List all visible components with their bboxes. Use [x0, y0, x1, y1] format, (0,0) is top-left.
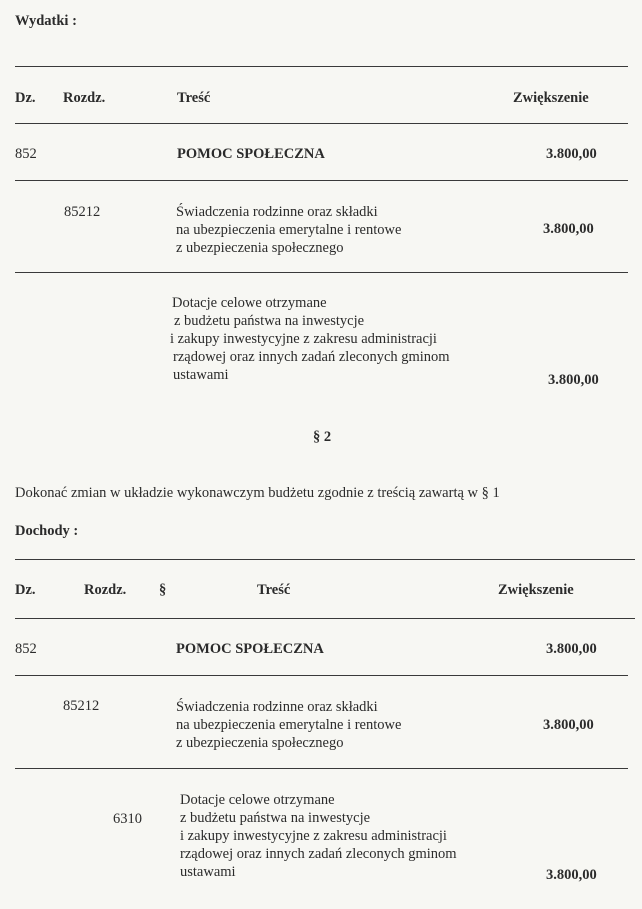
income-table-top-rule — [15, 559, 635, 560]
description-line: i zakupy inwestycyjne z zakresu administracji — [170, 331, 437, 347]
expenses-rozdzial-rule — [15, 272, 628, 273]
description-line: i zakupy inwestycyjne z zakresu administracji — [180, 828, 447, 844]
expenses-header-dz: Dz. — [15, 90, 36, 106]
expenses-heading: Wydatki : — [15, 13, 77, 29]
income-rozdzial-number: 85212 — [63, 698, 100, 714]
expenses-detail-amount: 3.800,00 — [548, 372, 599, 388]
expenses-dzial-amount: 3.800,00 — [546, 146, 597, 162]
expenses-dzial-number: 852 — [15, 146, 37, 162]
description-line: ustawami — [180, 864, 236, 880]
description-line: na ubezpieczenia emerytalne i rentowe — [176, 222, 402, 238]
expenses-dzial-title: POMOC SPOŁECZNA — [177, 146, 325, 162]
description-line: Świadczenia rodzinne oraz składki — [176, 204, 378, 220]
income-dzial-rule — [15, 675, 628, 676]
expenses-rozdzial-description — [176, 203, 401, 257]
expenses-header-rozdz: Rozdz. — [63, 90, 106, 106]
income-header-dz: Dz. — [15, 582, 36, 598]
description-line: Dotacje celowe otrzymane — [172, 295, 327, 311]
income-header-paragraf: § — [159, 582, 167, 598]
expenses-table-top-rule — [15, 66, 628, 67]
expenses-header-rule — [15, 123, 628, 124]
expenses-detail-description — [172, 294, 450, 384]
instruction-text: Dokonać zmian w układzie wykonawczym budżetu zgodnie z treścią zawartą w § 1 — [15, 485, 500, 501]
income-dzial-amount: 3.800,00 — [546, 641, 597, 657]
description-line: z budżetu państwa na inwestycje — [174, 313, 365, 329]
paragraph-symbol: § 2 — [313, 429, 332, 445]
expenses-dzial-rule — [15, 180, 628, 181]
income-dzial-number: 852 — [15, 641, 37, 657]
income-rozdzial-rule — [15, 768, 628, 769]
description-line: z ubezpieczenia społecznego — [176, 735, 344, 751]
expenses-rozdzial-number: 85212 — [64, 204, 101, 220]
income-header-tresc: Treść — [257, 582, 291, 598]
description-line: Dotacje celowe otrzymane — [180, 792, 335, 808]
income-dzial-title: POMOC SPOŁECZNA — [176, 641, 324, 657]
description-line: rządowej oraz innych zadań zleconych gminom — [180, 846, 457, 862]
income-detail-amount: 3.800,00 — [546, 867, 597, 883]
description-line: Świadczenia rodzinne oraz składki — [176, 699, 378, 715]
description-line: ustawami — [173, 367, 229, 383]
income-header-rozdz: Rozdz. — [84, 582, 127, 598]
expenses-rozdzial-amount: 3.800,00 — [543, 221, 594, 237]
expenses-header-tresc: Treść — [177, 90, 211, 106]
income-header-zwiekszenie: Zwiększenie — [498, 582, 574, 598]
description-line: na ubezpieczenia emerytalne i rentowe — [176, 717, 402, 733]
income-rozdzial-description — [176, 698, 401, 752]
income-rozdzial-amount: 3.800,00 — [543, 717, 594, 733]
description-line: z ubezpieczenia społecznego — [176, 240, 344, 256]
description-line: rządowej oraz innych zadań zleconych gminom — [173, 349, 450, 365]
income-header-rule — [15, 618, 635, 619]
description-line: z budżetu państwa na inwestycje — [180, 810, 371, 826]
income-heading: Dochody : — [15, 523, 79, 539]
expenses-header-zwiekszenie: Zwiększenie — [513, 90, 589, 106]
income-detail-paragraf: 6310 — [113, 811, 142, 827]
income-detail-description — [180, 791, 457, 881]
